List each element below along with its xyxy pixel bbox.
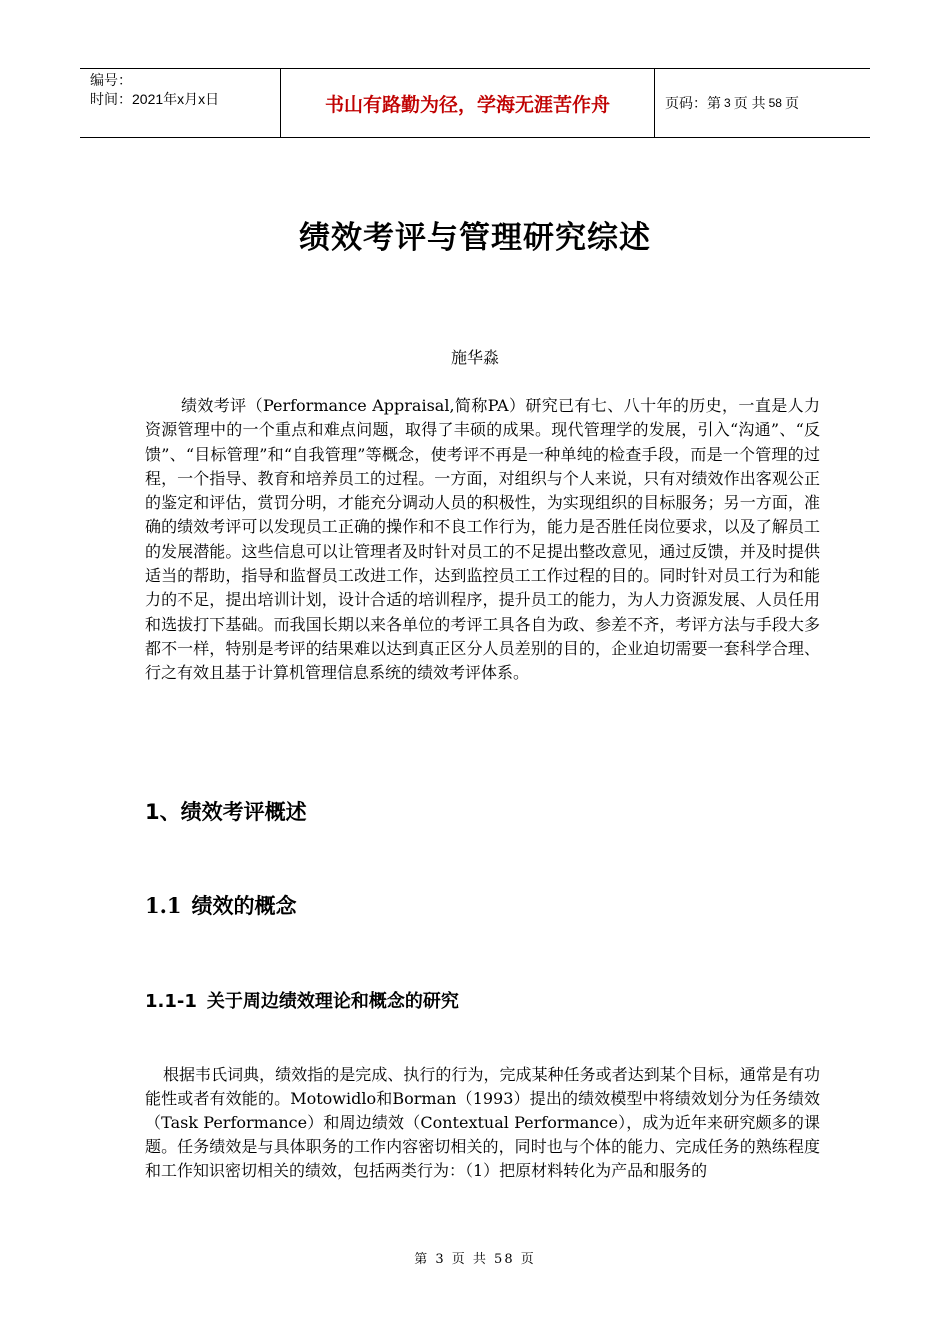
document-title: 绩效考评与管理研究综述 — [299, 220, 651, 256]
intro-paragraph: 绩效考评（Performance Appraisal,简称PA）研究已有七、八十年的历史，一直是人力资源管理中的一个重点和难点问题，取得了丰硕的成果。现代管理学的发展，引入“沟通”、“反馈”、“目标管理”和“自我管理”等概念，使考评不再是一种单纯的检查手段，而是一个管理的过程，一个指导、教育和培养员工的过程。一方面，对组织与个人来说，只有对绩效作出客观公正的鉴定和评估，赏罚分明，才能充分调动人员的积极性，为实现组织的目标服务；另一方面，准确的绩效考评可以发现员工正确的操作和不良工作行为，能力是否胜任岗位要求，以及了解员工的发展潜能。这些信息可以让管理者及时针对员工的不足提出整改意见，通过反馈，并及时提供适当的帮助，指导和监督员工改进工作，达到监控员工工作过程的目的。同时针对员工行为和能力的不足，提出培训计划，设计合适的培训程序，提升员工的能力，为人力资源发展、人员任用和选拔打下基础。而我国长期以来各单位的考评工具各自为政、参差不齐，考评方法与手段大多都不一样，特别是考评的结果难以达到真正区分人员差别的目的，企业迫切需要一套科学合理、行之有效且基于计算机管理信息系统的绩效考评体系。 — [145, 396, 820, 683]
date-label: 时间：2021年x月x日 — [90, 91, 220, 107]
section-title: 绩效的概念 — [191, 893, 297, 918]
document-author: 施华淼 — [450, 348, 499, 367]
page-footer: 第 3 页 共 58 页 — [414, 1252, 536, 1267]
section-number: 1.1-1 — [145, 991, 197, 1012]
header-motto: 书山有路勤为径，学海无涯苦作舟 — [281, 69, 655, 137]
section-heading-1: 1、绩效考评概述 — [145, 800, 307, 824]
document-header — [80, 68, 870, 138]
serial-label: 编号： — [90, 72, 132, 88]
section-heading-1-1 — [145, 890, 297, 920]
section-heading-1-1-1 — [145, 987, 459, 1013]
page-label-suffix: 页 — [784, 95, 799, 111]
section-title: 关于周边绩效理论和概念的研究 — [206, 991, 459, 1012]
header-meta — [80, 69, 281, 137]
header-page-info — [655, 69, 870, 137]
body-paragraph: 根据韦氏词典，绩效指的是完成、执行的行为，完成某种任务或者达到某个目标，通常是有功能性或者有效能的。Motowidlo和Borman（1993）提出的绩效模型中将绩效划分为任务绩效（Task Performance）和周边绩效（Contextual Performance），成为近年来研究颇多的课题。任务绩效是与具体职务的工作内容密切相关的，同时也与个体的能力、完成任务的熟练程度和工作知识密切相关的绩效，包括两类行为：（1）把原材料转化为产品和服务的 — [145, 1065, 820, 1180]
page-total: 58 — [768, 96, 782, 110]
section-number: 1.1 — [145, 893, 182, 918]
page-label-prefix: 页码：第 — [665, 95, 721, 111]
page-label-mid: 页 共 — [733, 95, 766, 111]
page-current: 3 — [724, 96, 731, 110]
